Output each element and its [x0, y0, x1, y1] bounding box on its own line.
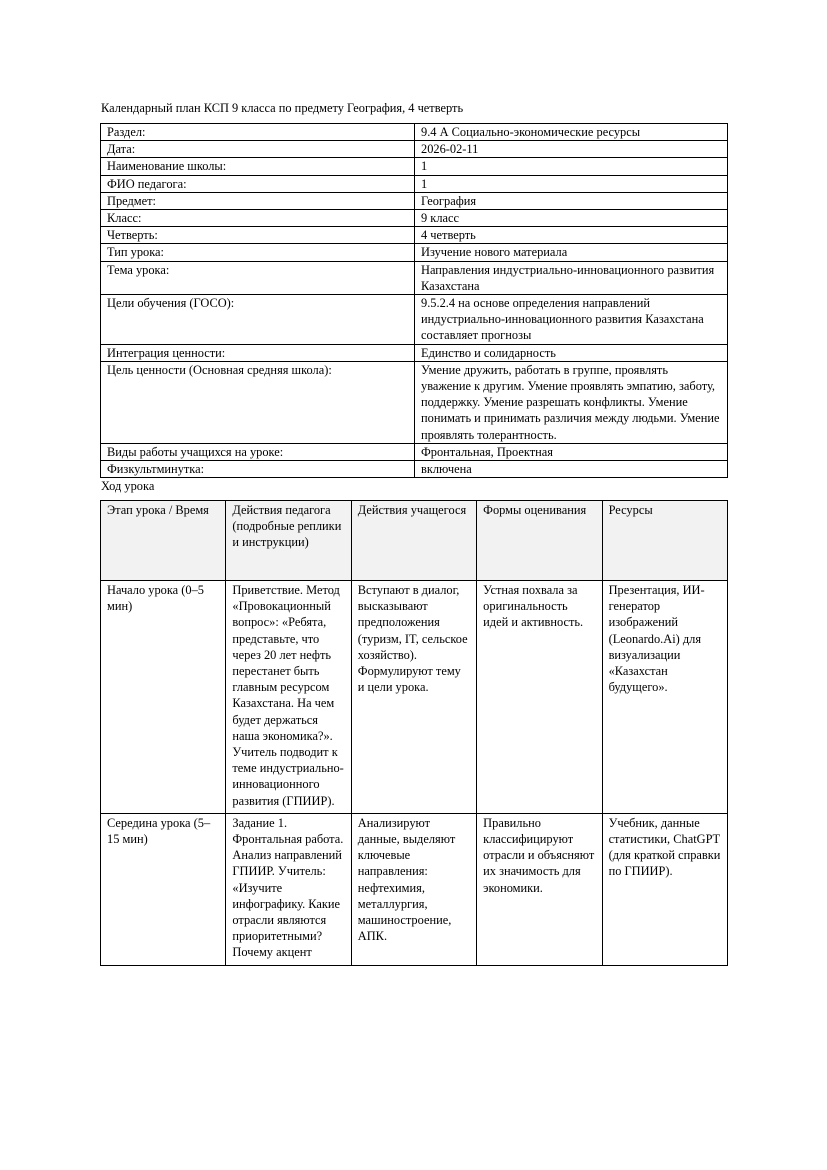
info-row: [101, 261, 728, 294]
cell-stage: Середина урока (5–15 мин): [101, 813, 226, 965]
info-value: География: [415, 192, 728, 209]
header-teacher-actions: Действия педагога (подробные реплики и инструкции): [226, 501, 351, 581]
header-stage: Этап урока / Время: [101, 501, 226, 581]
info-key: Четверть:: [101, 227, 415, 244]
lesson-flow-table: [100, 500, 728, 966]
info-key: Предмет:: [101, 192, 415, 209]
lesson-info-table: [100, 123, 728, 478]
info-row: [101, 141, 728, 158]
cell-assessment: Правильно классифицируют отрасли и объясняют их значимость для экономики.: [477, 813, 602, 965]
info-value: 9 класс: [415, 210, 728, 227]
info-key: Класс:: [101, 210, 415, 227]
info-row: [101, 192, 728, 209]
info-value: 9.4 А Социально-экономические ресурсы: [415, 124, 728, 141]
cell-resources: Учебник, данные статистики, ChatGPT (для краткой справки по ГПИИР).: [602, 813, 727, 965]
table-header-row: [101, 501, 728, 581]
info-value: Фронтальная, Проектная: [415, 443, 728, 460]
cell-resources: Презентация, ИИ-генератор изображений (Leonardo.Ai) для визуализации «Казахстан будущего».: [602, 581, 727, 814]
lesson-flow-heading: Ход урока: [101, 479, 155, 493]
info-value: 2026-02-11: [415, 141, 728, 158]
info-key: Физкультминутка:: [101, 461, 415, 478]
info-row: [101, 210, 728, 227]
info-key: Дата:: [101, 141, 415, 158]
info-row: [101, 124, 728, 141]
cell-student-actions: Вступают в диалог, высказывают предположения (туризм, IT, сельское хозяйство). Формулируют тему и цели урока.: [351, 581, 476, 814]
table-row: [101, 813, 728, 965]
info-row: [101, 461, 728, 478]
info-row: [101, 227, 728, 244]
info-key: Цели обучения (ГОСО):: [101, 295, 415, 345]
info-row: [101, 175, 728, 192]
info-value: 1: [415, 175, 728, 192]
info-row: [101, 158, 728, 175]
info-row: [101, 295, 728, 345]
info-value: Умение дружить, работать в группе, проявлять уважение к другим. Умение проявлять эмпатию, заботу, поддержку. Умение разрешать конфликты. Умение понимать и принимать различия между людьми. Умение проявлять толерантность.: [415, 361, 728, 443]
info-row: [101, 443, 728, 460]
header-student-actions: Действия учащегося: [351, 501, 476, 581]
info-key: Цель ценности (Основная средняя школа):: [101, 361, 415, 443]
header-assessment: Формы оценивания: [477, 501, 602, 581]
info-key: Тема урока:: [101, 261, 415, 294]
info-value: Изучение нового материала: [415, 244, 728, 261]
info-key: ФИО педагога:: [101, 175, 415, 192]
info-value: 4 четверть: [415, 227, 728, 244]
info-value: 9.5.2.4 на основе определения направлений индустриально-инновационного развития Казахстана составляет прогнозы: [415, 295, 728, 345]
cell-teacher-actions: Задание 1. Фронтальная работа. Анализ направлений ГПИИР. Учитель: «Изучите инфографику. Какие отрасли являются приоритетными? Почему акцент: [226, 813, 351, 965]
document-title: Календарный план КСП 9 класса по предмету География, 4 четверть: [101, 101, 464, 115]
info-key: Интеграция ценности:: [101, 344, 415, 361]
info-value: Единство и солидарность: [415, 344, 728, 361]
info-row: [101, 344, 728, 361]
info-key: Наименование школы:: [101, 158, 415, 175]
cell-stage: Начало урока (0–5 мин): [101, 581, 226, 814]
info-row: [101, 361, 728, 443]
info-value: 1: [415, 158, 728, 175]
cell-student-actions: Анализируют данные, выделяют ключевые направления: нефтехимия, металлургия, машиностроение, АПК.: [351, 813, 476, 965]
header-resources: Ресурсы: [602, 501, 727, 581]
info-row: [101, 244, 728, 261]
cell-assessment: Устная похвала за оригинальность идей и активность.: [477, 581, 602, 814]
cell-teacher-actions: Приветствие. Метод «Провокационный вопрос»: «Ребята, представьте, что через 20 лет нефть перестанет быть главным ресурсом Казахстана. На чем будет держаться наша экономика?». Учитель подводит к теме индустриально-инновационного развития (ГПИИР).: [226, 581, 351, 814]
info-value: Направления индустриально-инновационного развития Казахстана: [415, 261, 728, 294]
info-key: Раздел:: [101, 124, 415, 141]
table-row: [101, 581, 728, 814]
info-value: включена: [415, 461, 728, 478]
info-key: Тип урока:: [101, 244, 415, 261]
info-key: Виды работы учащихся на уроке:: [101, 443, 415, 460]
